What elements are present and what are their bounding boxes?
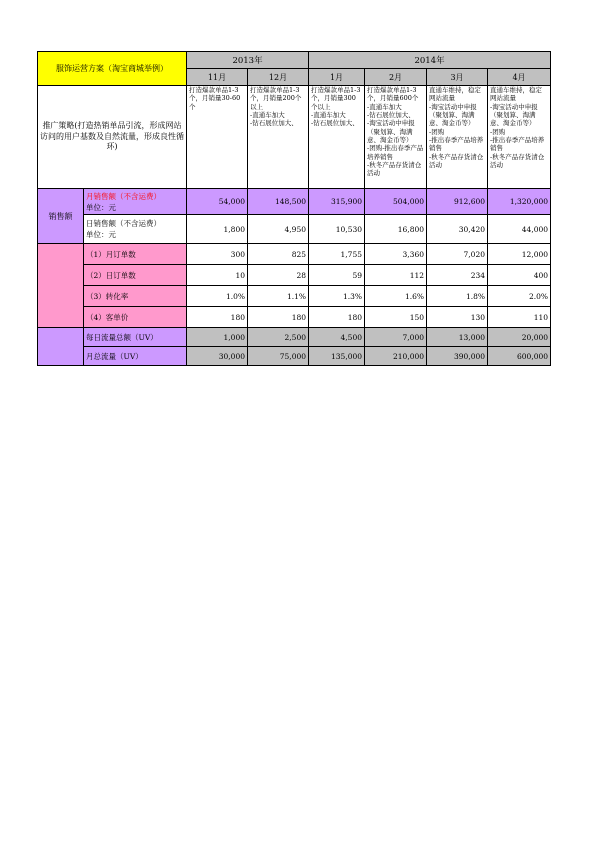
traffic-value: 135,000 [309, 347, 365, 366]
monthly-sales-label [84, 189, 187, 215]
daily-sales-value: 16,800 [365, 215, 427, 244]
metric-value: 112 [365, 265, 427, 286]
strategy-cell: 直通车维持，稳定网站流量 -淘宝活动中申报（聚划算、淘满意、淘金币等） -团购 -推出春季产品培养销售 -秋冬产品存货清仓活动 [427, 86, 488, 189]
operation-plan-table [37, 51, 551, 366]
traffic-label: 月总流量（UV） [84, 347, 187, 366]
daily-sales-value: 4,950 [248, 215, 309, 244]
traffic-value: 2,500 [248, 328, 309, 347]
strategy-label: 推广策略(打造热销单品引流，形成网站访问的用户基数及自然流量，形成良性循环) [38, 86, 187, 189]
month-header: 4月 [488, 69, 551, 86]
metric-value: 7,020 [427, 244, 488, 265]
traffic-label: 每日流量总额（UV） [84, 328, 187, 347]
traffic-row [38, 328, 551, 347]
metric-value: 1.1% [248, 286, 309, 307]
metric-value: 825 [248, 244, 309, 265]
monthly-sales-value: 912,600 [427, 189, 488, 215]
metric-value: 400 [488, 265, 551, 286]
traffic-value: 600,000 [488, 347, 551, 366]
traffic-value: 210,000 [365, 347, 427, 366]
daily-sales-value: 1,800 [187, 215, 248, 244]
metric-value: 10 [187, 265, 248, 286]
daily-sales-label [84, 215, 187, 244]
strategy-cell: 直通车维持，稳定网站流量 -淘宝活动中申报（聚划算、淘满意、淘金币等） -团购 -推出春季产品培养销售 -秋冬产品存货清仓活动 [488, 86, 551, 189]
traffic-value: 4,500 [309, 328, 365, 347]
metric-value: 2.0% [488, 286, 551, 307]
metric-label: （1）月订单数 [84, 244, 187, 265]
metric-value: 1.6% [365, 286, 427, 307]
metric-value: 300 [187, 244, 248, 265]
metric-value: 110 [488, 307, 551, 328]
traffic-value: 30,000 [187, 347, 248, 366]
traffic-row [38, 347, 551, 366]
metric-value: 150 [365, 307, 427, 328]
monthly-sales-unit: 单位：元 [86, 202, 116, 212]
traffic-value: 390,000 [427, 347, 488, 366]
metric-label: （2）日订单数 [84, 265, 187, 286]
monthly-sales-value: 1,320,000 [488, 189, 551, 215]
daily-sales-value: 10,530 [309, 215, 365, 244]
metric-row [38, 265, 551, 286]
metric-row [38, 307, 551, 328]
month-header: 2月 [365, 69, 427, 86]
month-header: 11月 [187, 69, 248, 86]
metric-value: 1.0% [187, 286, 248, 307]
monthly-sales-value: 148,500 [248, 189, 309, 215]
traffic-value: 20,000 [488, 328, 551, 347]
metric-value: 180 [248, 307, 309, 328]
monthly-sales-value: 54,000 [187, 189, 248, 215]
metric-value: 1.8% [427, 286, 488, 307]
strategy-cell: 打造爆款单品1-3个，月销量30-60个 [187, 86, 248, 189]
monthly-sales-row [38, 189, 551, 215]
metric-value: 180 [187, 307, 248, 328]
traffic-value: 13,000 [427, 328, 488, 347]
sales-group-label: 销售额 [38, 189, 84, 244]
strategy-cell: 打造爆款单品1-3个，月销量200个以上 -直通车加大 -钻石展位加大、 [248, 86, 309, 189]
metric-value: 1.3% [309, 286, 365, 307]
strategy-cell: 打造爆款单品1-3个，月销量600个 -直通车加大 -钻石展位加大、 -淘宝活动中申报（聚划算、淘满意、淘金币等） -团购-推出春季产品培养销售 -秋冬产品存货清仓活动 [365, 86, 427, 189]
year-2013: 2013年 [187, 52, 309, 69]
metric-value: 28 [248, 265, 309, 286]
metric-value: 59 [309, 265, 365, 286]
traffic-group-cell [38, 328, 84, 366]
metric-label: （3）转化率 [84, 286, 187, 307]
traffic-value: 75,000 [248, 347, 309, 366]
daily-sales-value: 30,420 [427, 215, 488, 244]
metric-value: 180 [309, 307, 365, 328]
month-header: 1月 [309, 69, 365, 86]
traffic-value: 1,000 [187, 328, 248, 347]
monthly-sales-title: 月销售额（不含运费） [86, 191, 161, 201]
metric-value: 130 [427, 307, 488, 328]
month-header: 12月 [248, 69, 309, 86]
metric-value: 1,755 [309, 244, 365, 265]
daily-sales-row [38, 215, 551, 244]
daily-sales-value: 44,000 [488, 215, 551, 244]
monthly-sales-value: 504,000 [365, 189, 427, 215]
metric-value: 12,000 [488, 244, 551, 265]
metric-row [38, 244, 551, 265]
metric-value: 234 [427, 265, 488, 286]
strategy-cell: 打造爆款单品1-3个，月销量300个以上 -直通车加大 -钻石展位加大、 [309, 86, 365, 189]
daily-sales-unit: 单位：元 [86, 230, 116, 239]
header-year-row [38, 52, 551, 69]
year-2014: 2014年 [309, 52, 551, 69]
month-header: 3月 [427, 69, 488, 86]
traffic-value: 7,000 [365, 328, 427, 347]
sheet-title: 服饰运营方案（淘宝商城举例） [38, 52, 187, 86]
strategy-row [38, 86, 551, 189]
daily-sales-title: 日销售额（不含运费） [86, 219, 161, 228]
metric-label: （4）客单价 [84, 307, 187, 328]
metric-row [38, 286, 551, 307]
metric-value: 3,360 [365, 244, 427, 265]
monthly-sales-value: 315,900 [309, 189, 365, 215]
metrics-group-cell [38, 244, 84, 328]
